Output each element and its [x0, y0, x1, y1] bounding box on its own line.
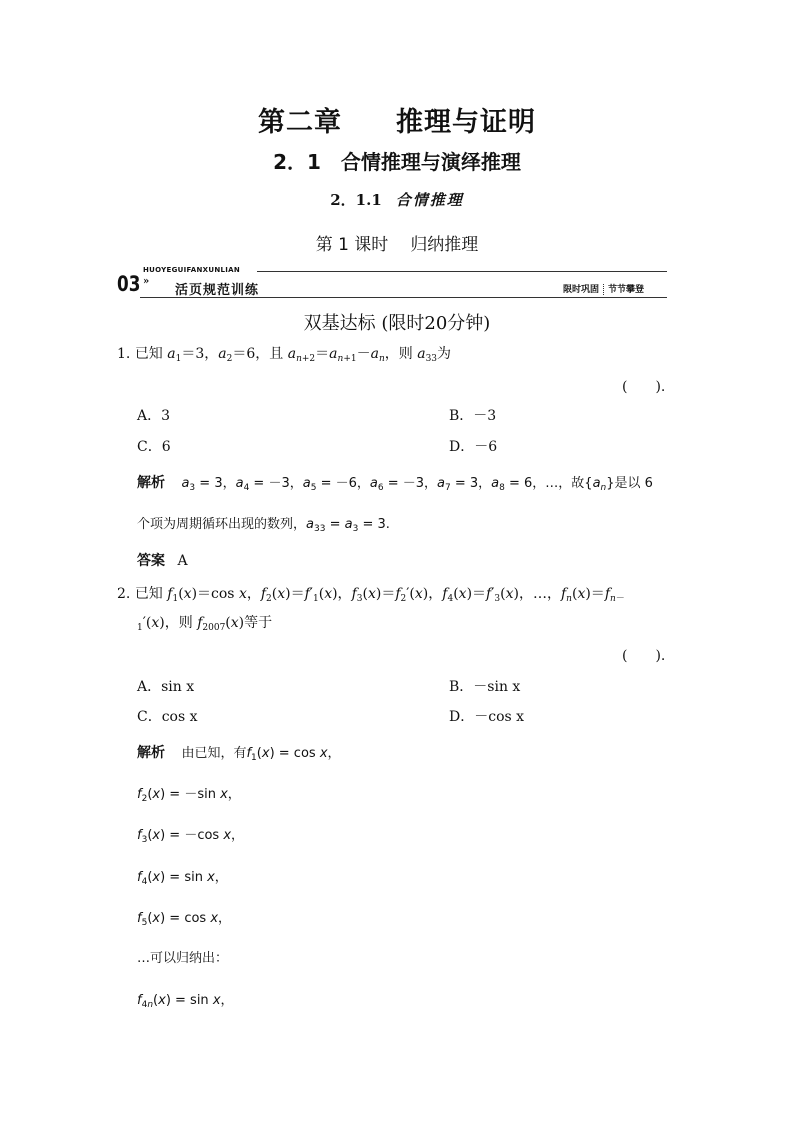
q2-derivation-f2: $f_2(x) = -\sin$ x，: [137, 787, 241, 804]
subsection-heading: [0, 189, 794, 210]
subsection-number: 2．1.1: [330, 191, 382, 209]
section-title: 双基达标 (限时20分钟): [303, 313, 491, 334]
q1-analysis-end: 个项为周期循环出现的数列，: [137, 517, 307, 532]
q1-option-b: B．－3: [449, 408, 497, 424]
q2-stem-prefix: 已知: [134, 586, 163, 602]
q2-number: 2.: [117, 586, 131, 602]
q1-answer-paren: ( ).: [622, 379, 666, 395]
q2-option-a: A．sin x: [137, 679, 195, 695]
chapter-number: 第二章: [258, 107, 342, 138]
q2-option-c: C．cos x: [137, 709, 198, 725]
chapter-title: 推理与证明: [396, 107, 536, 138]
section-heading: 2．1 合情推理与演绎推理: [273, 150, 521, 174]
q2-analysis-intro: 由已知，有: [181, 746, 247, 761]
q1-analysis: 解析 $a_3 = 3$，$a_4 = -3$，$a_5 = -6$，$a_6 = -3$，$a_7 = 3$，$a_8 = 6$，…，故$\{a_n\}$是以 6: [137, 475, 653, 493]
banner-top-rule: [257, 271, 667, 272]
q2-stem-cont: $_1$′(x)，则 $f_{2007}(x)$等于: [137, 615, 273, 633]
banner-number: 03: [117, 272, 141, 296]
q1-option-a: A．3: [137, 408, 171, 424]
chevron-right-icon: »: [143, 276, 150, 287]
banner-pinyin: HUOYEGUIFANXUNLIAN: [143, 266, 241, 274]
q1-answer-value: A: [177, 553, 188, 569]
banner-tag-b: 节节攀登: [608, 285, 645, 295]
q2-analysis-label: 解析: [137, 745, 165, 761]
q1-number: 1.: [117, 346, 131, 362]
q2-derivation-f5: $f_5(x) = \cos x$，: [137, 911, 232, 928]
banner-title: 活页规范训练: [175, 283, 260, 298]
q2-induce: …可以归纳出：: [137, 951, 229, 966]
q2-stem-tail: 等于: [244, 615, 273, 631]
q1-answer: [137, 550, 188, 570]
q1-answer-label: 答案: [137, 553, 165, 569]
q1-option-d: D．－6: [449, 439, 498, 455]
q1-analysis-label: 解析: [137, 475, 165, 491]
lesson-number: 第 1 课时: [315, 235, 389, 255]
lesson-heading: [0, 230, 794, 255]
q2-analysis: 解析 由已知，有$f_1(x) = \cos x$，: [137, 745, 341, 763]
q1-stem-tail: 为: [437, 346, 452, 362]
q1-option-c: C．6: [137, 439, 171, 455]
banner-tagline: [563, 282, 644, 295]
banner-tag-a: 限时巩固: [563, 285, 600, 295]
q2-answer-paren: ( ).: [622, 648, 666, 664]
subsection-title: 合情推理: [395, 191, 464, 209]
q2-derivation-f4n: $f_{4n}(x) = \sin x$，: [137, 993, 234, 1010]
q1-stem-prefix: 已知: [134, 346, 163, 362]
q2-option-d: D．－cos x: [449, 709, 525, 725]
q2-derivation-f3: $f_3(x) = -\cos$ x，: [137, 828, 245, 845]
banner-bottom-rule: [140, 297, 667, 298]
q1-stem: 1. 已知 $a_1=3$，$a_2=6$，且 $a_{n+2}=a_{n+1}-a_n$，则 $a_{33}$为: [117, 346, 452, 364]
lesson-title: 归纳推理: [410, 235, 479, 255]
q2-stem: 2. 已知 $f_1(x)=\cos$ x，$f_2(x)=f'_1(x)$，$f_3(x)=f_2'(x)$，$f_4(x)=f'_3(x)$，…，$f_n(x)=f_{n-}$: [117, 586, 625, 604]
chapter-heading: [0, 100, 794, 139]
q1-analysis-cont: 个项为周期循环出现的数列，$a_{33} = a_3 = 3$.: [137, 517, 390, 534]
q2-option-b: B．－sin x: [449, 679, 521, 695]
q2-derivation-f4: $f_4(x) = \sin x$，: [137, 870, 228, 887]
